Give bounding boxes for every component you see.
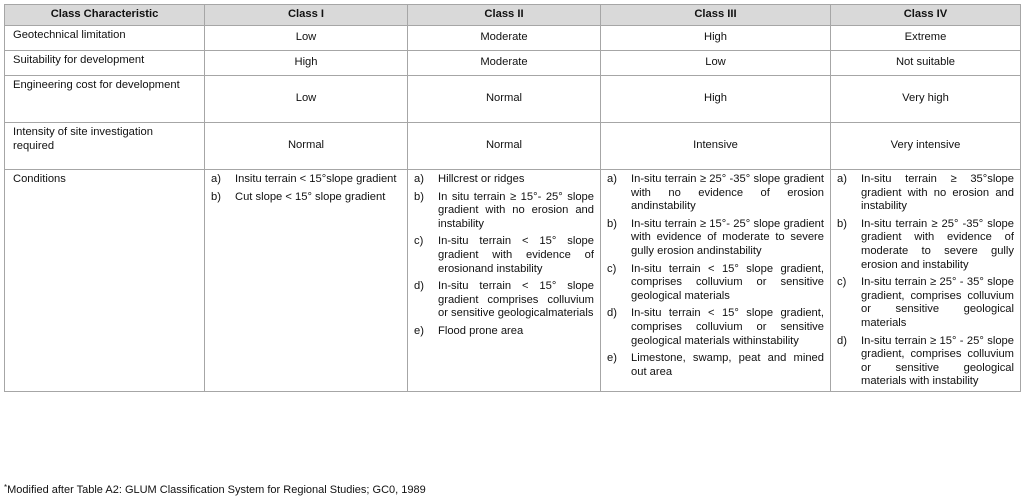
row-label: Geotechnical limitation [5,26,205,51]
table-cell: Very high [831,76,1021,123]
condition-text: In-situ terrain < 15° slope gradient, comprises colluvium or sensitive geological materials [631,262,824,302]
condition-item [414,191,594,232]
conditions-class-ii [408,170,601,392]
header-class-iii: Class III [601,5,831,26]
condition-marker: c) [414,235,424,248]
condition-text: In situ terrain ≥ 15°- 25° slope gradient with no erosion and instability [438,190,594,230]
condition-marker: b) [607,217,617,230]
condition-text: In-situ terrain < 15° slope gradient with evidence of erosionand instability [438,235,594,275]
table-cell: High [601,76,831,123]
header-class-ii: Class II [408,5,601,26]
table-cell: Very intensive [831,123,1021,170]
condition-marker: e) [607,352,617,365]
conditions-row [5,170,1021,392]
row-label: Intensity of site investigation required [5,123,205,170]
condition-text: In-situ terrain ≥ 15° - 25° slope gradient, comprises colluvium or sensitive geological materials with instability [861,334,1014,388]
condition-item [414,280,594,321]
table-cell: High [205,51,408,76]
table-cell: High [601,26,831,51]
condition-item [211,173,401,187]
table-cell: Low [205,26,408,51]
condition-text: In-situ terrain ≥ 35°slope gradient with no erosion and instability [861,173,1014,213]
condition-marker: e) [414,324,424,337]
table-cell: Low [601,51,831,76]
condition-text: In-situ terrain < 15° slope gradient comprises colluvium or sensitive geologicalmaterials [438,280,594,320]
condition-text: Cut slope < 15° slope gradient [235,190,386,203]
table-header-row [5,5,1021,26]
condition-marker: c) [837,276,847,289]
glum-classification-table [4,4,1021,392]
table-cell: Moderate [408,51,601,76]
condition-marker: a) [414,173,424,185]
condition-text: Hillcrest or ridges [438,173,525,185]
conditions-class-i [205,170,408,392]
header-class-characteristic: Class Characteristic [5,5,205,26]
conditions-class-iii [601,170,831,392]
condition-item [837,173,1014,214]
condition-item [837,218,1014,272]
table-cell: Low [205,76,408,123]
condition-item [414,235,594,276]
table-row [5,51,1021,76]
row-label: Suitability for development [5,51,205,76]
condition-item [607,307,824,348]
footnote-text: Modified after Table A2: GLUM Classification System for Regional Studies; GC0, 1989 [7,484,426,496]
condition-text: Limestone, swamp, peat and mined out area [631,352,824,378]
table-cell: Normal [408,123,601,170]
condition-marker: d) [837,334,847,347]
condition-item [607,173,824,214]
row-label: Engineering cost for development [5,76,205,123]
footnote [4,481,426,497]
condition-text: In-situ terrain ≥ 25° -35° slope gradient with evidence of moderate to severe gully erosion and instability [861,217,1014,271]
table-cell: Intensive [601,123,831,170]
condition-marker: b) [211,190,221,203]
condition-item [837,276,1014,330]
header-class-iv: Class IV [831,5,1021,26]
condition-item [414,173,594,187]
table-cell: Normal [408,76,601,123]
condition-item [607,352,824,379]
table-row [5,123,1021,170]
footnote-marker: * [4,483,8,492]
condition-marker: d) [607,307,617,320]
condition-marker: b) [414,190,424,203]
condition-marker: b) [837,217,847,230]
condition-item [607,218,824,259]
table-cell: Extreme [831,26,1021,51]
condition-item [607,263,824,304]
condition-item [837,335,1014,389]
row-label: Conditions [5,170,205,392]
condition-text: In-situ terrain ≥ 25° - 35° slope gradient, comprises colluvium or sensitive geological materials [861,276,1014,329]
condition-marker: d) [414,280,424,293]
condition-item [414,325,594,339]
condition-text: In-situ terrain ≥ 15°- 25° slope gradient with evidence of moderate to severe gully erosion andinstability [631,217,824,257]
table-cell: Not suitable [831,51,1021,76]
condition-marker: a) [211,173,221,185]
condition-text: In-situ terrain ≥ 25° -35° slope gradient with no evidence of erosion andinstability [631,173,824,213]
condition-marker: a) [837,173,847,185]
condition-marker: c) [607,262,617,275]
header-class-i: Class I [205,5,408,26]
table-row [5,26,1021,51]
condition-text: In-situ terrain < 15° slope gradient, comprises colluvium or sensitive geological materials withinstability [631,307,824,347]
condition-text: Flood prone area [438,324,524,337]
condition-item [211,191,401,205]
table-cell: Moderate [408,26,601,51]
table-row [5,76,1021,123]
conditions-class-iv [831,170,1021,392]
condition-text: Insitu terrain < 15°slope gradient [235,173,397,185]
condition-marker: a) [607,173,617,185]
table-cell: Normal [205,123,408,170]
